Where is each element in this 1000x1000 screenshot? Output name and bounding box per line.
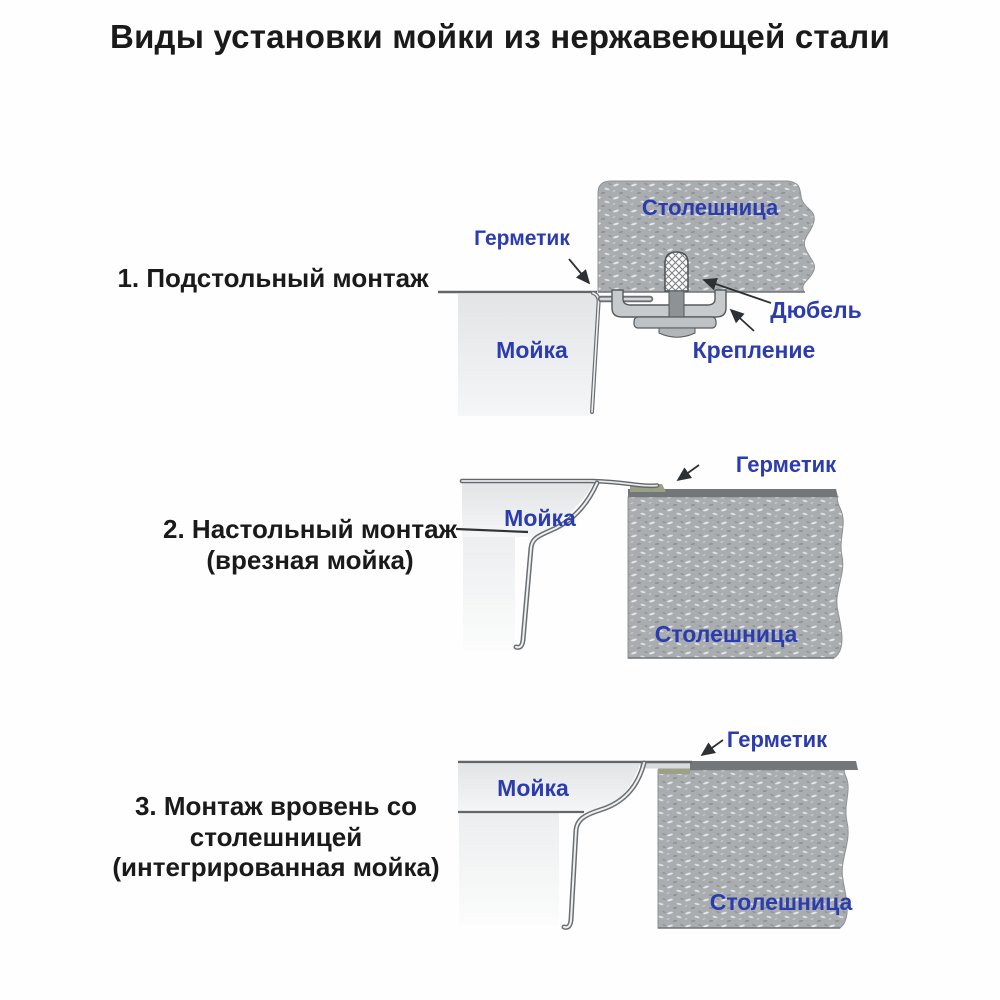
section-2-heading-line2: (врезная мойка) [206, 544, 414, 575]
section-3-heading-line2: столешницей [189, 821, 363, 852]
arrow-sealant-1 [569, 259, 589, 283]
sink-pedestal [463, 537, 515, 651]
label-countertop-2: Столешница [654, 621, 798, 647]
countertop-block [598, 181, 814, 292]
label-sink-2: Мойка [504, 505, 576, 531]
section-2-heading-line1: 2. Настольный монтаж [163, 514, 457, 544]
label-sink-3: Мойка [497, 775, 569, 801]
label-countertop-3: Столешница [709, 889, 853, 915]
arrow-sealant-3 [702, 740, 723, 755]
label-sealant-1: Герметик [474, 227, 570, 250]
countertop-block [628, 497, 843, 658]
section-3-heading-line1: 3. Монтаж вровень со [134, 791, 418, 821]
sink-flush-lip-fill [640, 763, 690, 769]
page-title: Виды установки мойки из нержавеющей стали [110, 18, 890, 55]
arrow-fastener [731, 310, 754, 331]
diagram-flush-mount [458, 740, 858, 928]
label-countertop-1: Столешница [641, 195, 779, 220]
sink-body [458, 294, 599, 416]
diagram-topmount [456, 465, 843, 658]
sink-pedestal [459, 813, 559, 925]
nut-shape [659, 328, 695, 337]
label-sink-1: Мойка [496, 337, 568, 363]
arrow-sealant-2 [678, 465, 699, 480]
sink-bowl-fill [462, 483, 594, 537]
label-dowel: Дюбель [770, 297, 862, 323]
countertop-top-strip [690, 761, 858, 770]
bolt-shaft [669, 291, 684, 317]
label-sealant-3: Герметик [726, 727, 828, 752]
dowel-shape [665, 252, 688, 291]
diagram-undermount [438, 181, 814, 416]
section-1-heading-line1: 1. Подстольный монтаж [117, 263, 429, 293]
label-sealant-2: Герметик [735, 452, 837, 477]
label-fastener: Крепление [692, 337, 816, 363]
washer-bar [634, 317, 716, 328]
countertop-block [658, 770, 848, 928]
section-3-heading-line3: (интегрированная мойка) [112, 852, 440, 883]
